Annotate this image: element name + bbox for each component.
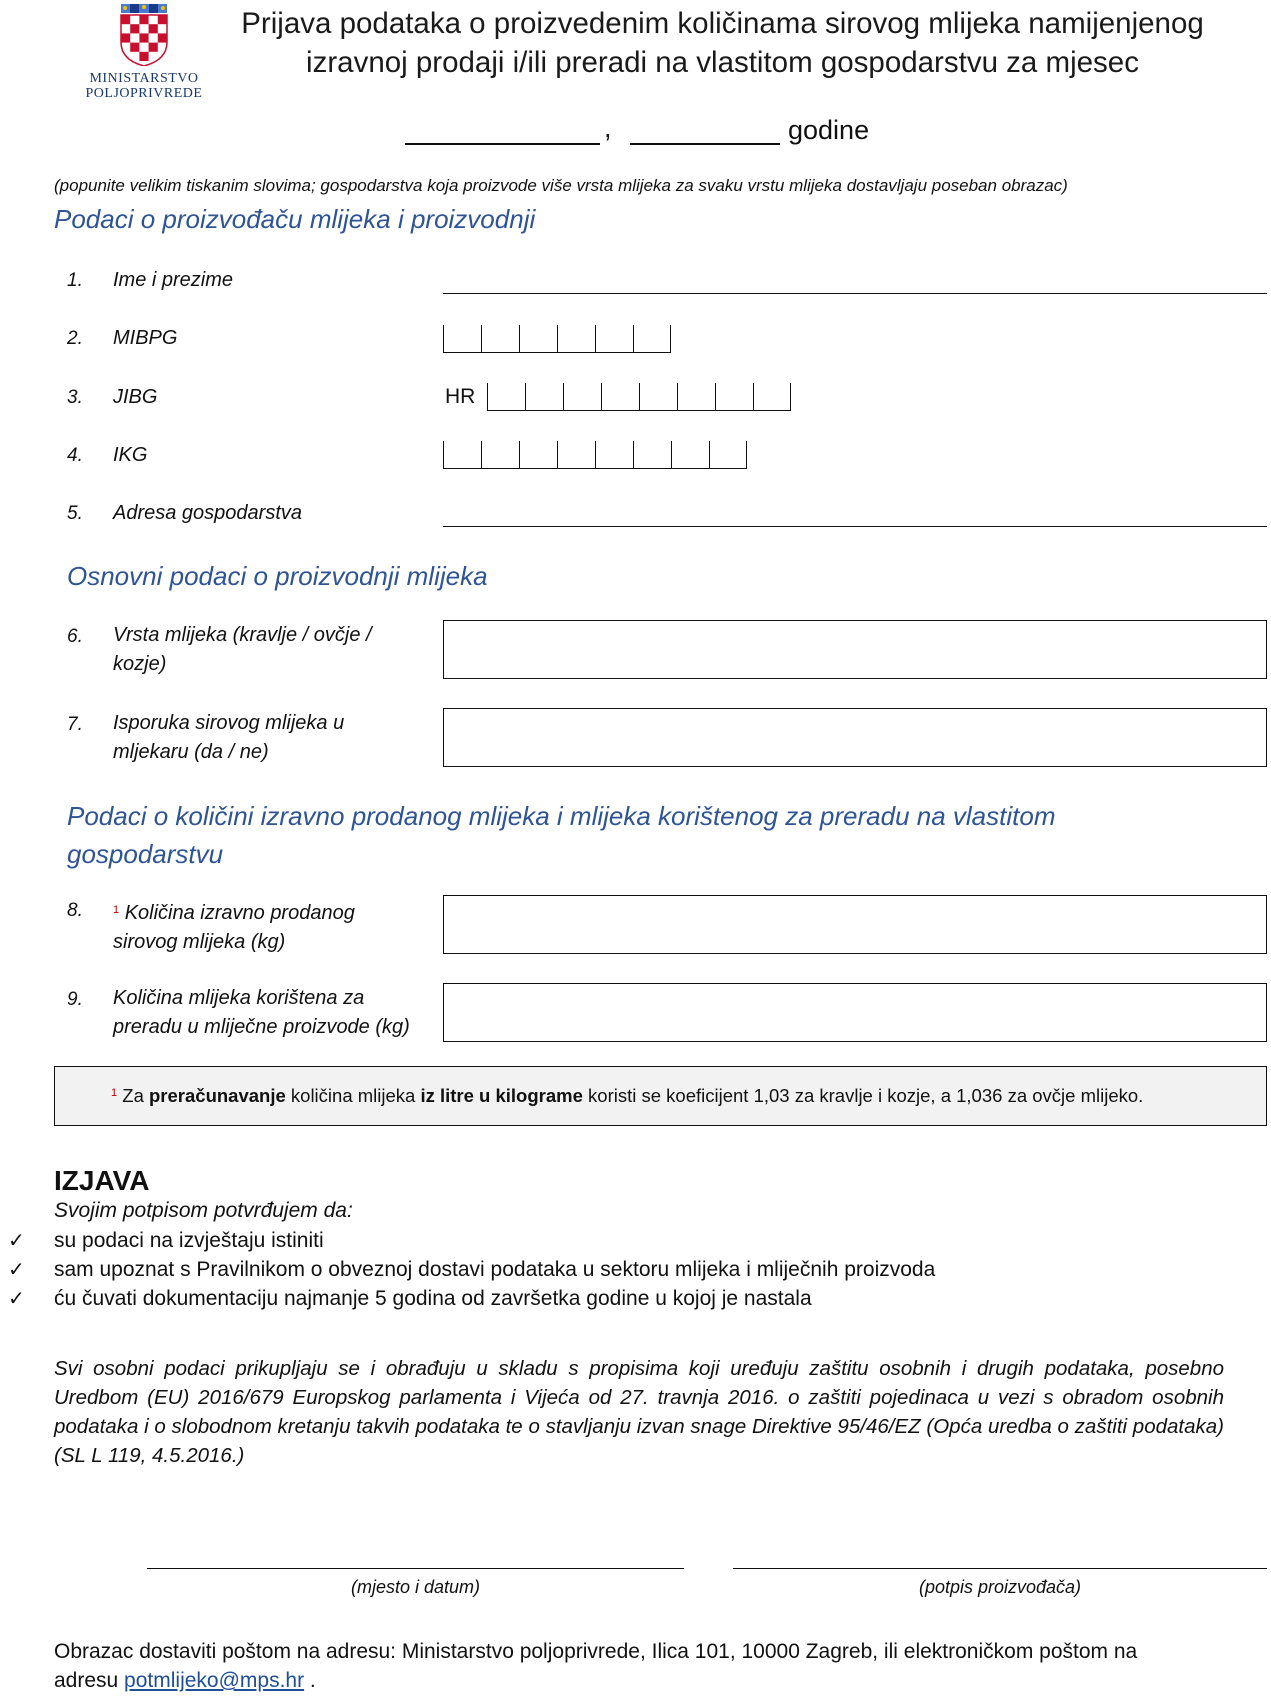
field-number-9: 9. — [67, 989, 83, 1010]
place-date-caption: (mjesto i datum) — [350, 1577, 481, 1597]
digit-cell[interactable] — [633, 325, 671, 353]
date-separator: , — [604, 113, 612, 143]
digit-cell[interactable] — [677, 383, 715, 411]
submission-info-line1: Obrazac dostaviti poštom na adresu: Ministarstvo poljoprivrede, Ilica 101, 10000 Zagreb, ili elektroničkom poštom na — [54, 1640, 1138, 1663]
field-label-mibpg: MIBPG — [113, 327, 178, 349]
declaration-item-2: sam upoznat s Pravilnikom o obveznoj dostavi podataka u sektoru mlijeka i mliječnih proizvoda — [54, 1258, 936, 1281]
digit-cell[interactable] — [557, 325, 595, 353]
email-link[interactable]: potmlijeko@mps.hr — [124, 1669, 305, 1692]
note-bold: preračunavanje — [149, 1085, 286, 1106]
field-label-name: Ime i prezime — [113, 269, 234, 291]
digit-cell[interactable] — [525, 383, 563, 411]
note-text: Za — [122, 1085, 149, 1106]
label-line: Isporuka sirovog mlijeka u — [113, 712, 345, 734]
digit-cell[interactable] — [519, 325, 557, 353]
footnote-marker: 1 — [113, 904, 120, 916]
field-number-2: 2. — [67, 328, 83, 349]
month-input-line[interactable] — [405, 143, 600, 145]
section-heading-quantity — [67, 797, 1055, 873]
submission-info-line2 — [54, 1666, 1254, 1695]
digit-cell[interactable] — [671, 441, 709, 469]
conversion-note-text — [111, 1085, 1143, 1107]
field-number-1: 1. — [67, 270, 83, 291]
ministry-name-line2: POLJOPRIVREDE — [85, 86, 203, 101]
field-label-milk-type — [113, 621, 372, 679]
digit-cell[interactable] — [639, 383, 677, 411]
digit-cell[interactable] — [709, 441, 747, 469]
section-heading-production: Osnovni podaci o proizvodnji mlijeka — [67, 561, 488, 591]
name-input-line[interactable] — [443, 293, 1267, 294]
year-input-line[interactable] — [630, 143, 780, 145]
jibg-prefix: HR — [445, 385, 476, 408]
digit-cell[interactable] — [487, 383, 525, 411]
declaration-heading: IZJAVA — [54, 1165, 150, 1196]
digit-cell[interactable] — [753, 383, 791, 411]
privacy-notice: Svi osobni podaci prikupljaju se i obrađuju u skladu s propisima koji uređuju zaštitu osobnih i drugih podataka, posebno Uredbom (EU) 2016/679 Europskog parlamenta i Vijeća od 27. travnja 2016. o zaštiti pojedinaca u vezi s obradom osobnih podataka i o slobodnom kretanju takvih podataka te o stavljanju izvan snage Direktive 95/46/EZ (Opća uredba o zaštiti podataka) (SL L 119, 4.5.2016.) — [54, 1357, 1224, 1467]
declaration-item-3: ću čuvati dokumentaciju najmanje 5 godina od završetka godine u kojoj je nastala — [54, 1287, 812, 1310]
digit-cell[interactable] — [633, 441, 671, 469]
digit-cell[interactable] — [715, 383, 753, 411]
direct-sale-quantity-input[interactable] — [443, 895, 1267, 954]
processing-quantity-input[interactable] — [443, 983, 1267, 1042]
signature-caption: (potpis proizvođača) — [918, 1577, 1082, 1597]
ikg-digit-boxes[interactable] — [443, 441, 747, 469]
digit-cell[interactable] — [519, 441, 557, 469]
form-title — [190, 4, 1255, 82]
field-number-7: 7. — [67, 714, 83, 735]
label-line: kozje) — [113, 653, 167, 675]
address-input-line[interactable] — [443, 526, 1267, 527]
field-label-jibg: JIBG — [113, 386, 158, 408]
digit-cell[interactable] — [443, 441, 481, 469]
label-line: sirovog mlijeka (kg) — [113, 931, 286, 953]
field-number-6: 6. — [67, 626, 83, 647]
form-title-line2: izravnoj prodaji i/ili preradi na vlastitom gospodarstvu za mjesec — [306, 46, 1139, 79]
signature-line[interactable] — [733, 1568, 1267, 1569]
footer-text: . — [304, 1669, 316, 1692]
field-number-8: 8. — [67, 900, 83, 921]
croatian-coat-of-arms-icon — [119, 4, 169, 66]
ministry-logo — [84, 4, 204, 101]
footer-text: adresu — [54, 1669, 125, 1692]
digit-cell[interactable] — [481, 325, 519, 353]
declaration-item-1: su podaci na izvještaju istiniti — [54, 1229, 324, 1252]
label-line: Količina izravno prodanog — [124, 902, 355, 924]
field-label-address: Adresa gospodarstva — [113, 502, 303, 524]
field-number-4: 4. — [67, 445, 83, 466]
field-label-processing — [113, 984, 410, 1042]
section-heading-line: gospodarstvu — [67, 839, 224, 869]
ministry-name-line1: MINISTARSTVO — [89, 71, 199, 86]
digit-cell[interactable] — [601, 383, 639, 411]
place-date-line[interactable] — [147, 1568, 684, 1569]
field-label-delivery — [113, 709, 344, 767]
label-line: Količina mlijeka korištena za — [113, 987, 365, 1009]
declaration-subheading: Svojim potpisom potvrđujem da: — [54, 1199, 353, 1222]
jibg-digit-boxes[interactable] — [487, 383, 791, 411]
field-label-direct-sale — [113, 896, 355, 957]
digit-cell[interactable] — [481, 441, 519, 469]
mibpg-digit-boxes[interactable] — [443, 325, 671, 353]
note-bold: iz litre u kilograme — [420, 1085, 583, 1106]
year-suffix: godine — [788, 115, 870, 145]
section-heading-line: Podaci o količini izravno prodanog mlijeka i mlijeka korištenog za preradu na vlastitom — [67, 801, 1056, 831]
checkmark-icon: ✓ — [8, 1288, 25, 1310]
milk-type-input[interactable] — [443, 620, 1267, 679]
label-line: mljekaru (da / ne) — [113, 741, 269, 763]
digit-cell[interactable] — [563, 383, 601, 411]
submission-info — [54, 1637, 1254, 1695]
digit-cell[interactable] — [557, 441, 595, 469]
delivery-input[interactable] — [443, 708, 1267, 767]
checkmark-icon: ✓ — [8, 1230, 25, 1252]
note-text: koristi se koeficijent 1,03 za kravlje i kozje, a 1,036 za ovčje mlijeko. — [582, 1085, 1144, 1106]
form-title-line1: Prijava podataka o proizvedenim količinama sirovog mlijeka namijenjenog — [241, 7, 1204, 40]
note-text: količina mlijeka — [285, 1085, 421, 1106]
digit-cell[interactable] — [595, 441, 633, 469]
conversion-note — [54, 1066, 1267, 1126]
field-number-3: 3. — [67, 387, 83, 408]
checkmark-icon: ✓ — [8, 1259, 25, 1281]
section-heading-producer: Podaci o proizvođaču mlijeka i proizvodnji — [54, 204, 536, 234]
digit-cell[interactable] — [595, 325, 633, 353]
digit-cell[interactable] — [443, 325, 481, 353]
label-line: Vrsta mlijeka (kravlje / ovčje / — [113, 624, 372, 646]
month-year-line — [405, 115, 885, 145]
field-label-ikg: IKG — [113, 444, 148, 466]
field-number-5: 5. — [67, 503, 83, 524]
footnote-marker: 1 — [111, 1087, 118, 1099]
label-line: preradu u mliječne proizvode (kg) — [113, 1016, 410, 1038]
instructions: (popunite velikim tiskanim slovima; gospodarstva koja proizvode više vrsta mlijeka za svaku vrstu mlijeka dostavljaju poseban obrazac) — [54, 176, 1068, 195]
